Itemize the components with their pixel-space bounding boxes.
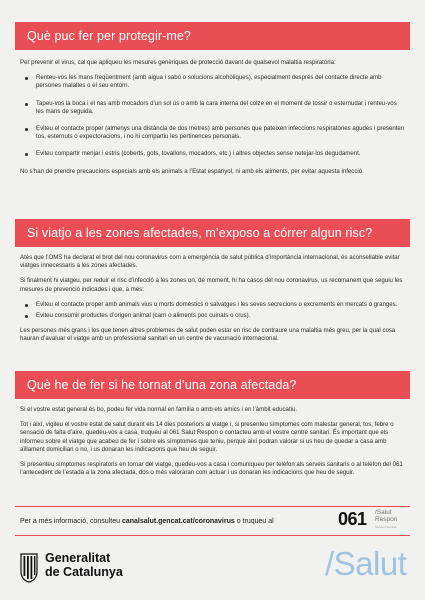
info-prefix: Per a més informació, consulteu [20,518,122,525]
section-2-paragraph-2: Si finalment hi viatgeu, per reduir el risc d’infecció a les zones on, de moment, hi ha casos del nou coronavirus, us recomanem que seguiu les mesures de prevenció indicades i que, a més: [20,277,403,293]
info-suffix: o truqueu al [234,518,274,525]
generalitat-logo-icon [20,553,38,583]
section-1-header [15,22,410,50]
list-item: Tapeu-vos la boca i el nas amb mocadors d’un sol ús o amb la cara interna del colze en el moment de tossir o esternudar i renteu-vos les mans de seguida. [20,100,405,116]
generalitat-logo-text [45,552,123,579]
phone-tiny-label: Servei d’atenció [375,525,397,529]
list-item: Eviteu compartir menjar i estris (coberts, gots, tovallons, mocadors, etc.) i altres objectes sense netejar-los degudament. [20,150,405,158]
list-item: Eviteu consumir productes d’origen animal (carn o aliments poc cuinats o crus). [20,312,405,320]
section-3-title: Què he de fer si he tornat d’una zona afectada? [27,378,297,392]
section-1-content [20,59,405,183]
section-2-content [20,254,405,351]
section-1-title: Què puc fer per protegir-me? [27,29,191,43]
divider [15,506,410,507]
divider [15,535,410,536]
section-3-content [20,406,405,484]
logo-line-2: de Catalunya [45,564,123,579]
section-2-list [20,301,405,320]
list-item: Renteu-vos les mans freqüentment (amb aigua i sabó o solucions alcohòliques), especialment després del contacte directe amb persones malaltes o el seu entorn. [20,74,405,90]
section-2-paragraph-1: Atès que l’OMS ha declarat el brot del nou coronavirus com a emergència de salut pública d’importància internacional, és aconsellable evitar viatges innecessaris a les zones afectades. [20,254,400,270]
phone-number[interactable]: 061 [338,509,367,529]
list-item: Eviteu el contacte proper amb animals vius o morts domèstics o salvatges i les seves secrecions o excrements en mercats o granges. [20,301,405,309]
phone-service-label [375,510,397,523]
info-link[interactable]: canalsalut.gencat.cat/coronavirus [121,518,235,525]
section-1-intro: Per prevenir el virus, cal que apliqueu les mesures genèriques de protecció davant de qualsevol malaltia respiratòria: [20,59,336,66]
section-1-list [20,74,405,158]
section-3-paragraph-1: Si el vostre estat general és bo, podeu fer vida normal en família o amb els amics i en l’àmbit educatiu. [20,406,298,413]
section-2-title: Si viatjo a les zones afectades, m’exposo a córrer algun risc? [27,226,373,240]
section-2-header [15,219,410,247]
salut-brand: /Salut [325,545,407,582]
logo-line-1: Generalitat [45,551,111,565]
phone-sub-1: /Salut [375,509,392,516]
section-3-header [15,371,410,399]
phone-sub-2: Respon [375,515,398,523]
section-3-paragraph-2: Tot i així, vigileu el vostre estat de salut durant els 14 dies posteriors al viatge i, si presenteu símptomes com malestar general, tos, febre o sensació de falta d’aire, quedeu-vos a casa, truqueu al 061 Salut Respon o contacteu amb el vostre centre sanitari. És important que els informeu sobre el viatge que acabeu de fer i sobre els símptomes que teniu, perquè així podran valorar si us heu de quedar a casa amb aïllament domiciliari o no, i us donaran les indicacions que heu de seguir. [20,421,394,453]
section-2-paragraph-3: Les persones més grans i les que tenen altres problemes de salut poden estar en risc de contraure una malaltia més greu, per la qual cosa hauran d’avaluar el viatge amb un professional sanitari en un centre de vacunació internacional. [20,327,396,343]
info-bar [15,506,410,536]
list-item: Eviteu el contacte proper (almenys una distància de dos metres) amb persones que pateixen infeccions respiratòries agudes i presenten tos, esternuts o expectoracions, i no hi compartiu les pertinences personals. [20,125,405,141]
section-3-paragraph-3: Si presenteu símptomes respiratoris en tornar del viatge, quedeu-vos a casa i comuniqueu per telèfon als serveis sanitaris o al telèfon del 061 l’antecedent de l’estada a la zona afectada, dos o més valoraran com actuar i us donaran les indicacions que heu de seguir. [20,461,403,477]
info-text [20,518,274,525]
section-1-outro: No s’han de prendre precaucions especials amb els animals a l’Estat espanyol, ni amb els aliments, per evitar aquesta infecció. [20,167,364,175]
